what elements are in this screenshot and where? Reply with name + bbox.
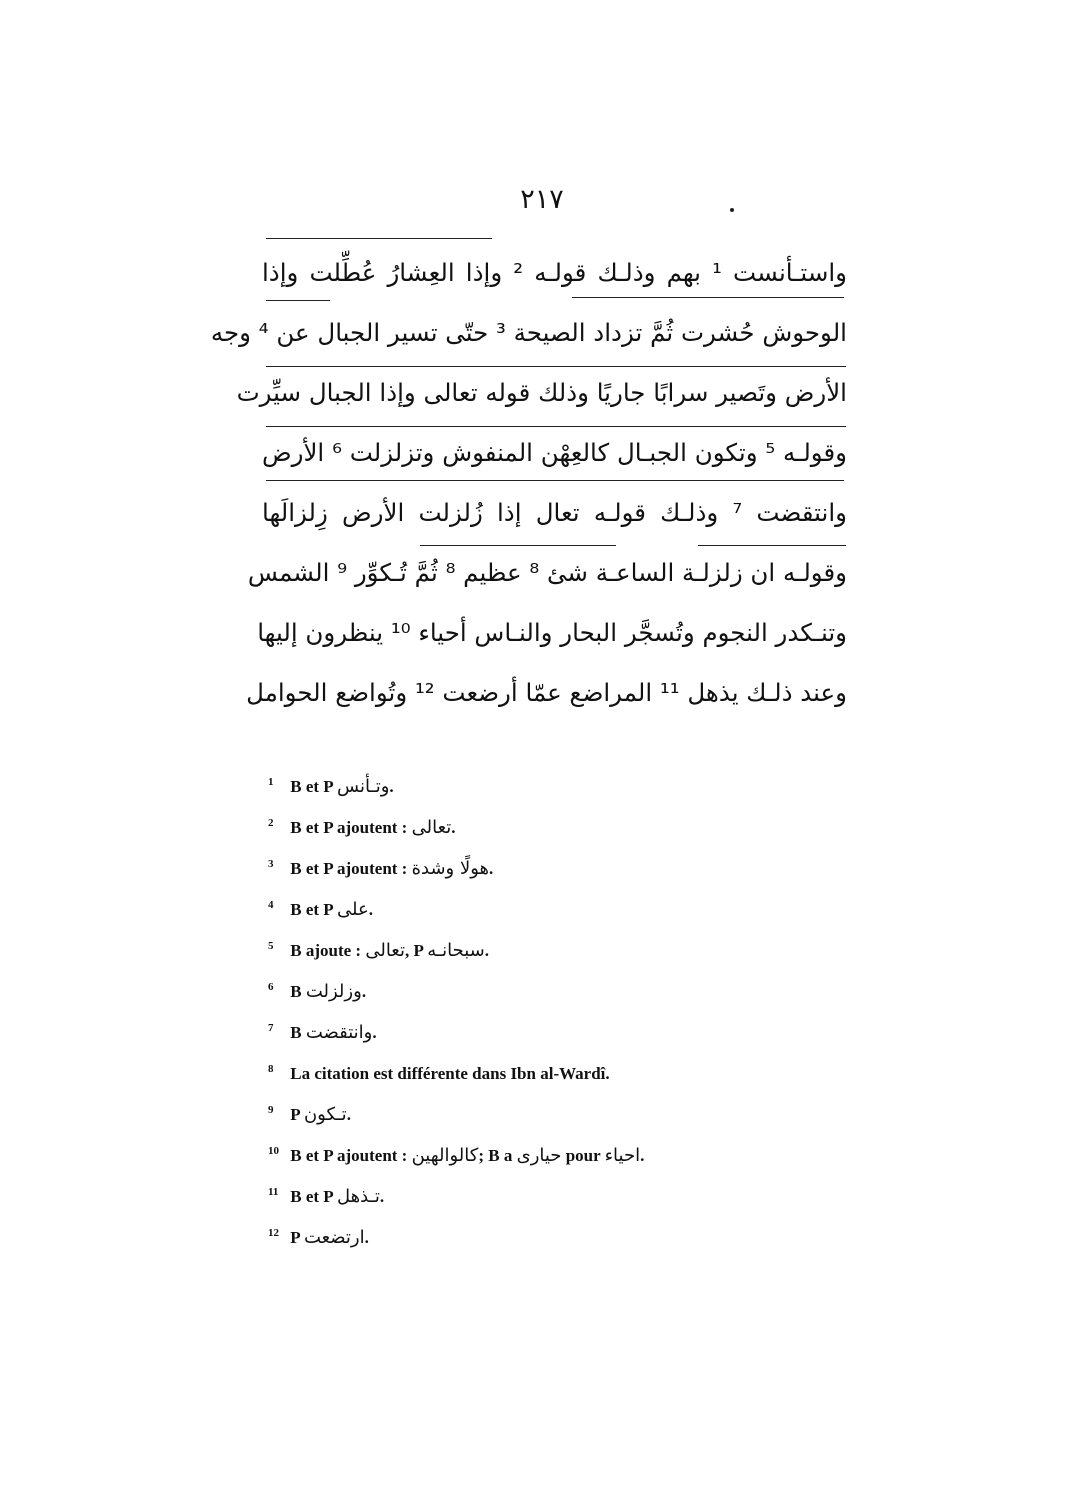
footnote-arabic: وانتقضت	[305, 1022, 373, 1043]
footnotes	[268, 766, 828, 1258]
footnote-arabic: تعالى	[365, 940, 405, 961]
footnote-text: B	[290, 1023, 302, 1042]
footnote-text-2: , P	[405, 941, 423, 960]
footnote: 9 P تـكون.	[268, 1104, 351, 1125]
footnote: 12 P ارتضعت.	[268, 1227, 369, 1248]
footnote-text: B et P	[290, 900, 333, 919]
footnote-text: P	[290, 1228, 300, 1247]
footnote-text-3: pour	[565, 1146, 601, 1165]
footnote-arabic-2: سبحانـه	[427, 940, 485, 961]
footnote-text: P	[290, 1105, 300, 1124]
footnote-text: B ajoute :	[290, 941, 362, 960]
body-line: وتنـكدر النجوم وتُسجَّر البحار والنـاس أحياء ¹⁰ ينظرون إليها	[257, 618, 847, 647]
body-line: الوحوش حُشرت ثُمَّ تزداد الصيحة ³ حتّى تسير الجبال عن ⁴ وجه	[210, 318, 847, 347]
footnote-text-2: ; B a	[478, 1146, 513, 1165]
footnote-arabic: وتـأنس	[337, 776, 390, 797]
footnote: 5 B ajoute : تعالى, P سبحانـه.	[268, 940, 490, 961]
body-line: واستـأنست ¹ بهم وذلـك قولـه ² وإذا العِشارُ عُطِّلت وإذا	[262, 258, 847, 287]
footnote-end: .	[451, 818, 456, 837]
footnote: 4 B et P على.	[268, 899, 373, 920]
footnote: 6 B وزلزلت.	[268, 981, 367, 1002]
footnote-text: B et P	[290, 1187, 333, 1206]
footnote-text: B et P	[290, 777, 333, 796]
footnote-end: .	[364, 1228, 369, 1247]
corner-dot	[730, 208, 734, 212]
footnote-end: .	[640, 1146, 645, 1165]
footnote-arabic-3: احياء	[604, 1145, 641, 1166]
footnote: 7 B وانتقضت.	[268, 1022, 377, 1043]
footnote-end: .	[389, 777, 394, 796]
footnote-arabic: تـذهل	[337, 1186, 380, 1207]
footnote-text: B	[290, 982, 302, 1001]
footnote-text: B et P ajoutent :	[290, 1146, 408, 1165]
footnote-arabic: ارتضعت	[303, 1227, 365, 1248]
rule-1	[266, 238, 492, 239]
body-text	[210, 243, 847, 723]
footnote-text: B et P ajoutent :	[290, 859, 408, 878]
footnote: 8 La citation est différente dans Ibn al-Wardî.	[268, 1063, 610, 1083]
footnote-arabic: تـكون	[303, 1104, 347, 1125]
footnote-end: .	[368, 900, 373, 919]
footnote: 11 B et P تـذهل.	[268, 1186, 385, 1207]
footnote: 10 B et P ajoutent : كالوالهين; B a حيارى pour احياء.	[268, 1145, 645, 1166]
footnote-arabic: هولًا وشدة	[411, 858, 490, 879]
footnote-end: .	[346, 1105, 351, 1124]
footnote: 2 B et P ajoutent : تعالى.	[268, 817, 456, 838]
body-line: وقولـه ان زلزلـة الساعـة شئ ⁸ عظيم ⁸ ثُمَّ تُـكوِّر ⁹ الشمس	[247, 558, 847, 587]
footnote-text: La citation est différente dans Ibn al-Wardî.	[290, 1064, 610, 1083]
body-line: الأرض وتَصير سرابًا جاريًا وذلك قوله تعالى وإذا الجبال سيِّرت	[236, 378, 847, 407]
body-line: وعند ذلـك يذهل ¹¹ المراضع عمّا أرضعت ¹² وتُواضع الحوامل	[246, 678, 847, 707]
footnote-arabic: تعالى	[411, 817, 452, 838]
footnote-end: .	[361, 982, 367, 1001]
footnote: 3 B et P ajoutent : هولًا وشدة.	[268, 858, 494, 879]
body-line: وقولـه ⁵ وتكون الجبـال كالعِهْن المنفوش وتزلزلت ⁶ الأرض	[262, 438, 847, 467]
footnote-text: B et P ajoutent :	[290, 818, 408, 837]
footnote-end: .	[379, 1187, 385, 1206]
footnote-end: .	[489, 859, 494, 878]
footnote-end: .	[372, 1023, 377, 1042]
body-line: وانتقضت ⁷ وذلـك قولـه تعال إذا زُلزلت الأرض زِلزالَها	[262, 498, 847, 527]
footnote: 1 B et P وتـأنس.	[268, 776, 394, 797]
footnote-arabic: كالوالهين	[411, 1145, 479, 1166]
page-number: ٢١٧	[520, 184, 564, 215]
footnote-arabic-2: حيارى	[516, 1145, 562, 1166]
footnote-end: .	[484, 941, 490, 960]
footnote-arabic: على	[337, 899, 369, 920]
footnote-arabic: وزلزلت	[305, 981, 362, 1002]
